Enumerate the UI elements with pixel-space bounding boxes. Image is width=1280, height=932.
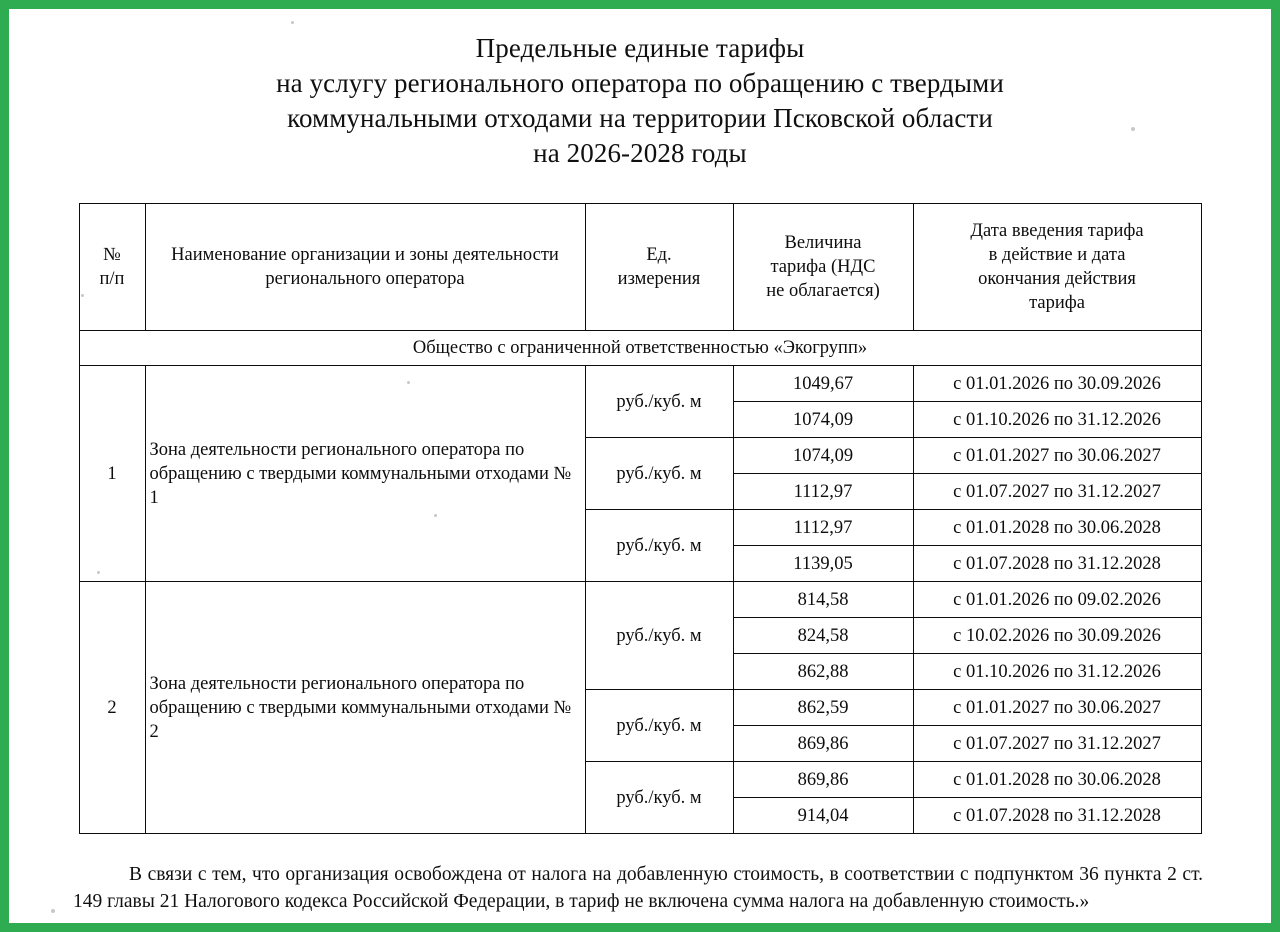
tariff-period: с 01.01.2027 по 30.06.2027 — [913, 438, 1201, 474]
tariff-period: с 01.07.2027 по 31.12.2027 — [913, 726, 1201, 762]
zone-name: Зона деятельности регионального оператора по обращению с твердыми коммунальными отходами № 1 — [145, 366, 585, 582]
tariff-period: с 01.01.2026 по 09.02.2026 — [913, 582, 1201, 618]
tariff-period: с 01.01.2026 по 30.09.2026 — [913, 366, 1201, 402]
tariff-value: 1112,97 — [733, 510, 913, 546]
tariff-value: 814,58 — [733, 582, 913, 618]
header-number-line2: п/п — [99, 269, 125, 289]
tariff-period: с 01.10.2026 по 31.12.2026 — [913, 402, 1201, 438]
header-date-line3: окончания действия — [978, 269, 1136, 289]
tariff-period: с 01.07.2027 по 31.12.2027 — [913, 474, 1201, 510]
header-date-line2: в действие и дата — [988, 245, 1126, 265]
unit-of-measure: руб./куб. м — [585, 690, 733, 762]
scan-speck — [407, 381, 410, 384]
scan-speck — [434, 514, 437, 517]
header-value-line2: тарифа (НДС — [770, 257, 876, 277]
table-body — [79, 331, 1201, 834]
title-line-2: на услугу регионального оператора по обращению с твердыми — [276, 68, 1004, 98]
footer-note-text: В связи с тем, что организация освобождена от налога на добавленную стоимость, в соответствии с подпунктом 36 пункта 2 ст. 149 главы 21 Налогового кодекса Российской Федерации, в тариф не включена сумма налога на добавленную стоимость.» — [73, 864, 1203, 912]
tariff-period: с 01.07.2028 по 31.12.2028 — [913, 798, 1201, 834]
tariff-value: 1074,09 — [733, 402, 913, 438]
tariff-value: 1112,97 — [733, 474, 913, 510]
unit-of-measure: руб./куб. м — [585, 762, 733, 834]
tariff-value: 862,88 — [733, 654, 913, 690]
header-unit-line1: Ед. — [646, 245, 672, 265]
tariff-value: 914,04 — [733, 798, 913, 834]
scan-speck — [291, 21, 294, 24]
organization-row — [79, 331, 1201, 366]
header-unit-line2: измерения — [617, 269, 701, 289]
scan-speck — [97, 571, 100, 574]
header-date-line1: Дата введения тарифа — [970, 221, 1144, 241]
header-cell-number — [79, 204, 145, 331]
tariff-table-wrapper — [71, 203, 1209, 834]
tariff-period: с 01.01.2028 по 30.06.2028 — [913, 510, 1201, 546]
tariff-value: 1139,05 — [733, 546, 913, 582]
tariff-period: с 01.01.2028 по 30.06.2028 — [913, 762, 1201, 798]
tariff-value: 824,58 — [733, 618, 913, 654]
organization-name: Общество с ограниченной ответственностью «Экогрупп» — [79, 331, 1201, 366]
table-header — [79, 204, 1201, 331]
header-cell-unit — [585, 204, 733, 331]
row-number: 2 — [79, 582, 145, 834]
tariff-value: 869,86 — [733, 762, 913, 798]
tariff-value: 862,59 — [733, 690, 913, 726]
tariff-value: 1049,67 — [733, 366, 913, 402]
scan-speck — [1131, 127, 1135, 131]
table-header-row — [79, 204, 1201, 331]
tariff-table — [79, 203, 1202, 834]
title-line-3: коммунальными отходами на территории Псковской области — [287, 103, 993, 133]
header-value-line3: не облагается) — [766, 281, 880, 301]
tariff-period: с 01.01.2027 по 30.06.2027 — [913, 690, 1201, 726]
title-line-4: на 2026-2028 годы — [533, 138, 747, 168]
header-cell-name: Наименование организации и зоны деятельности регионального оператора — [145, 204, 585, 331]
document-sheet — [9, 9, 1271, 923]
unit-of-measure: руб./куб. м — [585, 438, 733, 510]
header-cell-value — [733, 204, 913, 331]
tariff-period: с 01.10.2026 по 31.12.2026 — [913, 654, 1201, 690]
row-number: 1 — [79, 366, 145, 582]
header-number-line1: № — [103, 245, 121, 265]
tariff-value: 869,86 — [733, 726, 913, 762]
unit-of-measure: руб./куб. м — [585, 582, 733, 690]
header-value-line1: Величина — [784, 233, 862, 253]
scan-speck — [51, 909, 55, 913]
footer-note — [71, 861, 1209, 915]
page-title — [71, 31, 1209, 171]
header-date-line4: тарифа — [1029, 293, 1085, 313]
zone-name: Зона деятельности регионального оператора по обращению с твердыми коммунальными отходами № 2 — [145, 582, 585, 834]
unit-of-measure: руб./куб. м — [585, 366, 733, 438]
scan-speck — [81, 294, 84, 297]
tariff-value: 1074,09 — [733, 438, 913, 474]
table-row — [79, 582, 1201, 618]
tariff-period: с 10.02.2026 по 30.09.2026 — [913, 618, 1201, 654]
tariff-period: с 01.07.2028 по 31.12.2028 — [913, 546, 1201, 582]
header-cell-date — [913, 204, 1201, 331]
unit-of-measure: руб./куб. м — [585, 510, 733, 582]
table-row — [79, 366, 1201, 402]
title-line-1: Предельные единые тарифы — [475, 33, 805, 63]
